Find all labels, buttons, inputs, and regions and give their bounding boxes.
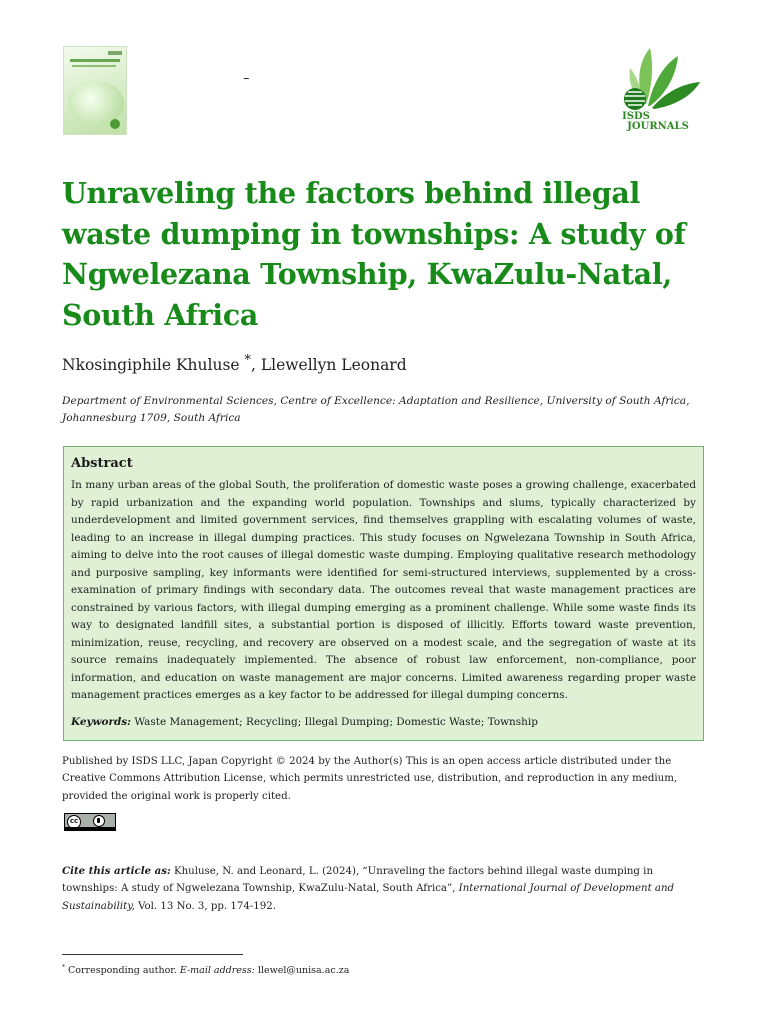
affiliation: Department of Environmental Sciences, Centre of Excellence: Adaptation and Resilience, University of South Africa, Johannesburg 1709, South Africa	[62, 395, 690, 424]
logo-text-isds: ISDS	[622, 111, 650, 122]
corresponding-mark: *	[244, 353, 251, 368]
keywords-line	[71, 714, 696, 731]
cover-badge	[108, 51, 122, 55]
author-line	[62, 353, 407, 374]
article-title: Unraveling the factors behind illegal waste dumping in townships: A study of Ngwelezana Township, KwaZulu-Natal, South Africa	[62, 176, 686, 332]
keywords-list: Waste Management; Recycling; Illegal Dumping; Domestic Waste; Township	[134, 715, 538, 728]
author-rest: , Llewellyn Leonard	[250, 356, 407, 375]
citation-journal: International Journal of Development and Sustainability,	[62, 883, 675, 912]
publication-notice: Published by ISDS LLC, Japan Copyright © 2024 by the Author(s) This is an open access article distributed under the Creative Commons Attribution License, which permits unrestricted use, distribution, and reproduction in any medium, provided the original work is properly cited.	[62, 756, 678, 802]
footnote	[62, 964, 349, 976]
citation-volume: Vol. 13 No. 3, pp. 174-192.	[134, 900, 276, 912]
email-address[interactable]: llewel@unisa.ac.za	[254, 965, 350, 977]
leaf-logo-icon	[616, 44, 704, 114]
footnote-label: Corresponding author.	[65, 965, 180, 977]
abstract-heading: Abstract	[71, 456, 133, 471]
abstract-text: In many urban areas of the global South, the proliferation of domestic waste poses a growing challenge, exacerbated by rapid urbanization and the expanding world population. Townships and slums, typically characterized by underdevelopment and limited government services, find themselves grappling with escalating volumes of waste, leading to an increase in illegal dumping practices. This study focuses on Ngwelezana Township in South Africa, aiming to delve into the root causes of illegal domestic waste dumping. Employing qualitative research methodology and purposive sampling, key informants were identified for semi-structured interviews, supplemented by a cross-examination of primary findings with secondary data. The outcomes reveal that waste management practices are constrained by various factors, with illegal dumping emerging as a prominent challenge. While some waste finds its way to designated landfill sites, a substantial portion is disposed of illicitly. Efforts toward waste prevention, minimization, reuse, recycling, and recovery are observed on a modest scale, and the segregation of waste at its source remains inadequately implemented. The absence of robust law enforcement, non-compliance, poor information, and education on waste management are major concerns. Limited awareness regarding proper waste management practices emerges as a key factor to be addressed for illegal dumping concerns.	[71, 479, 696, 701]
header-separator: –	[243, 71, 250, 86]
cc-icon: cc	[67, 815, 81, 829]
citation-label: Cite this article as:	[62, 865, 171, 877]
logo-text-journals: JOURNALS	[627, 121, 689, 132]
footnote-mark: *	[62, 964, 65, 971]
journal-cover-thumbnail	[63, 46, 127, 135]
cover-title-bar	[70, 59, 120, 62]
email-label: E-mail address:	[179, 965, 255, 977]
citation-text: Khuluse, N. and Leonard, L. (2024), “Unraveling the factors behind illegal waste dumping in townships: A study of Ngwelezana Township, KwaZulu-Natal, South Africa”,	[62, 866, 654, 895]
author-first: Nkosingiphile Khuluse	[62, 356, 240, 375]
cover-subtitle-bar	[72, 65, 116, 67]
footnote-rule	[62, 954, 243, 955]
abstract-box	[63, 446, 704, 741]
cover-logo-icon	[110, 119, 120, 129]
badge-bar	[65, 827, 115, 830]
cc-by-license-badge[interactable]	[64, 813, 116, 831]
keywords-label: Keywords:	[71, 715, 132, 728]
by-person-icon	[93, 815, 105, 827]
isds-journals-logo	[616, 44, 704, 136]
citation	[62, 863, 704, 915]
